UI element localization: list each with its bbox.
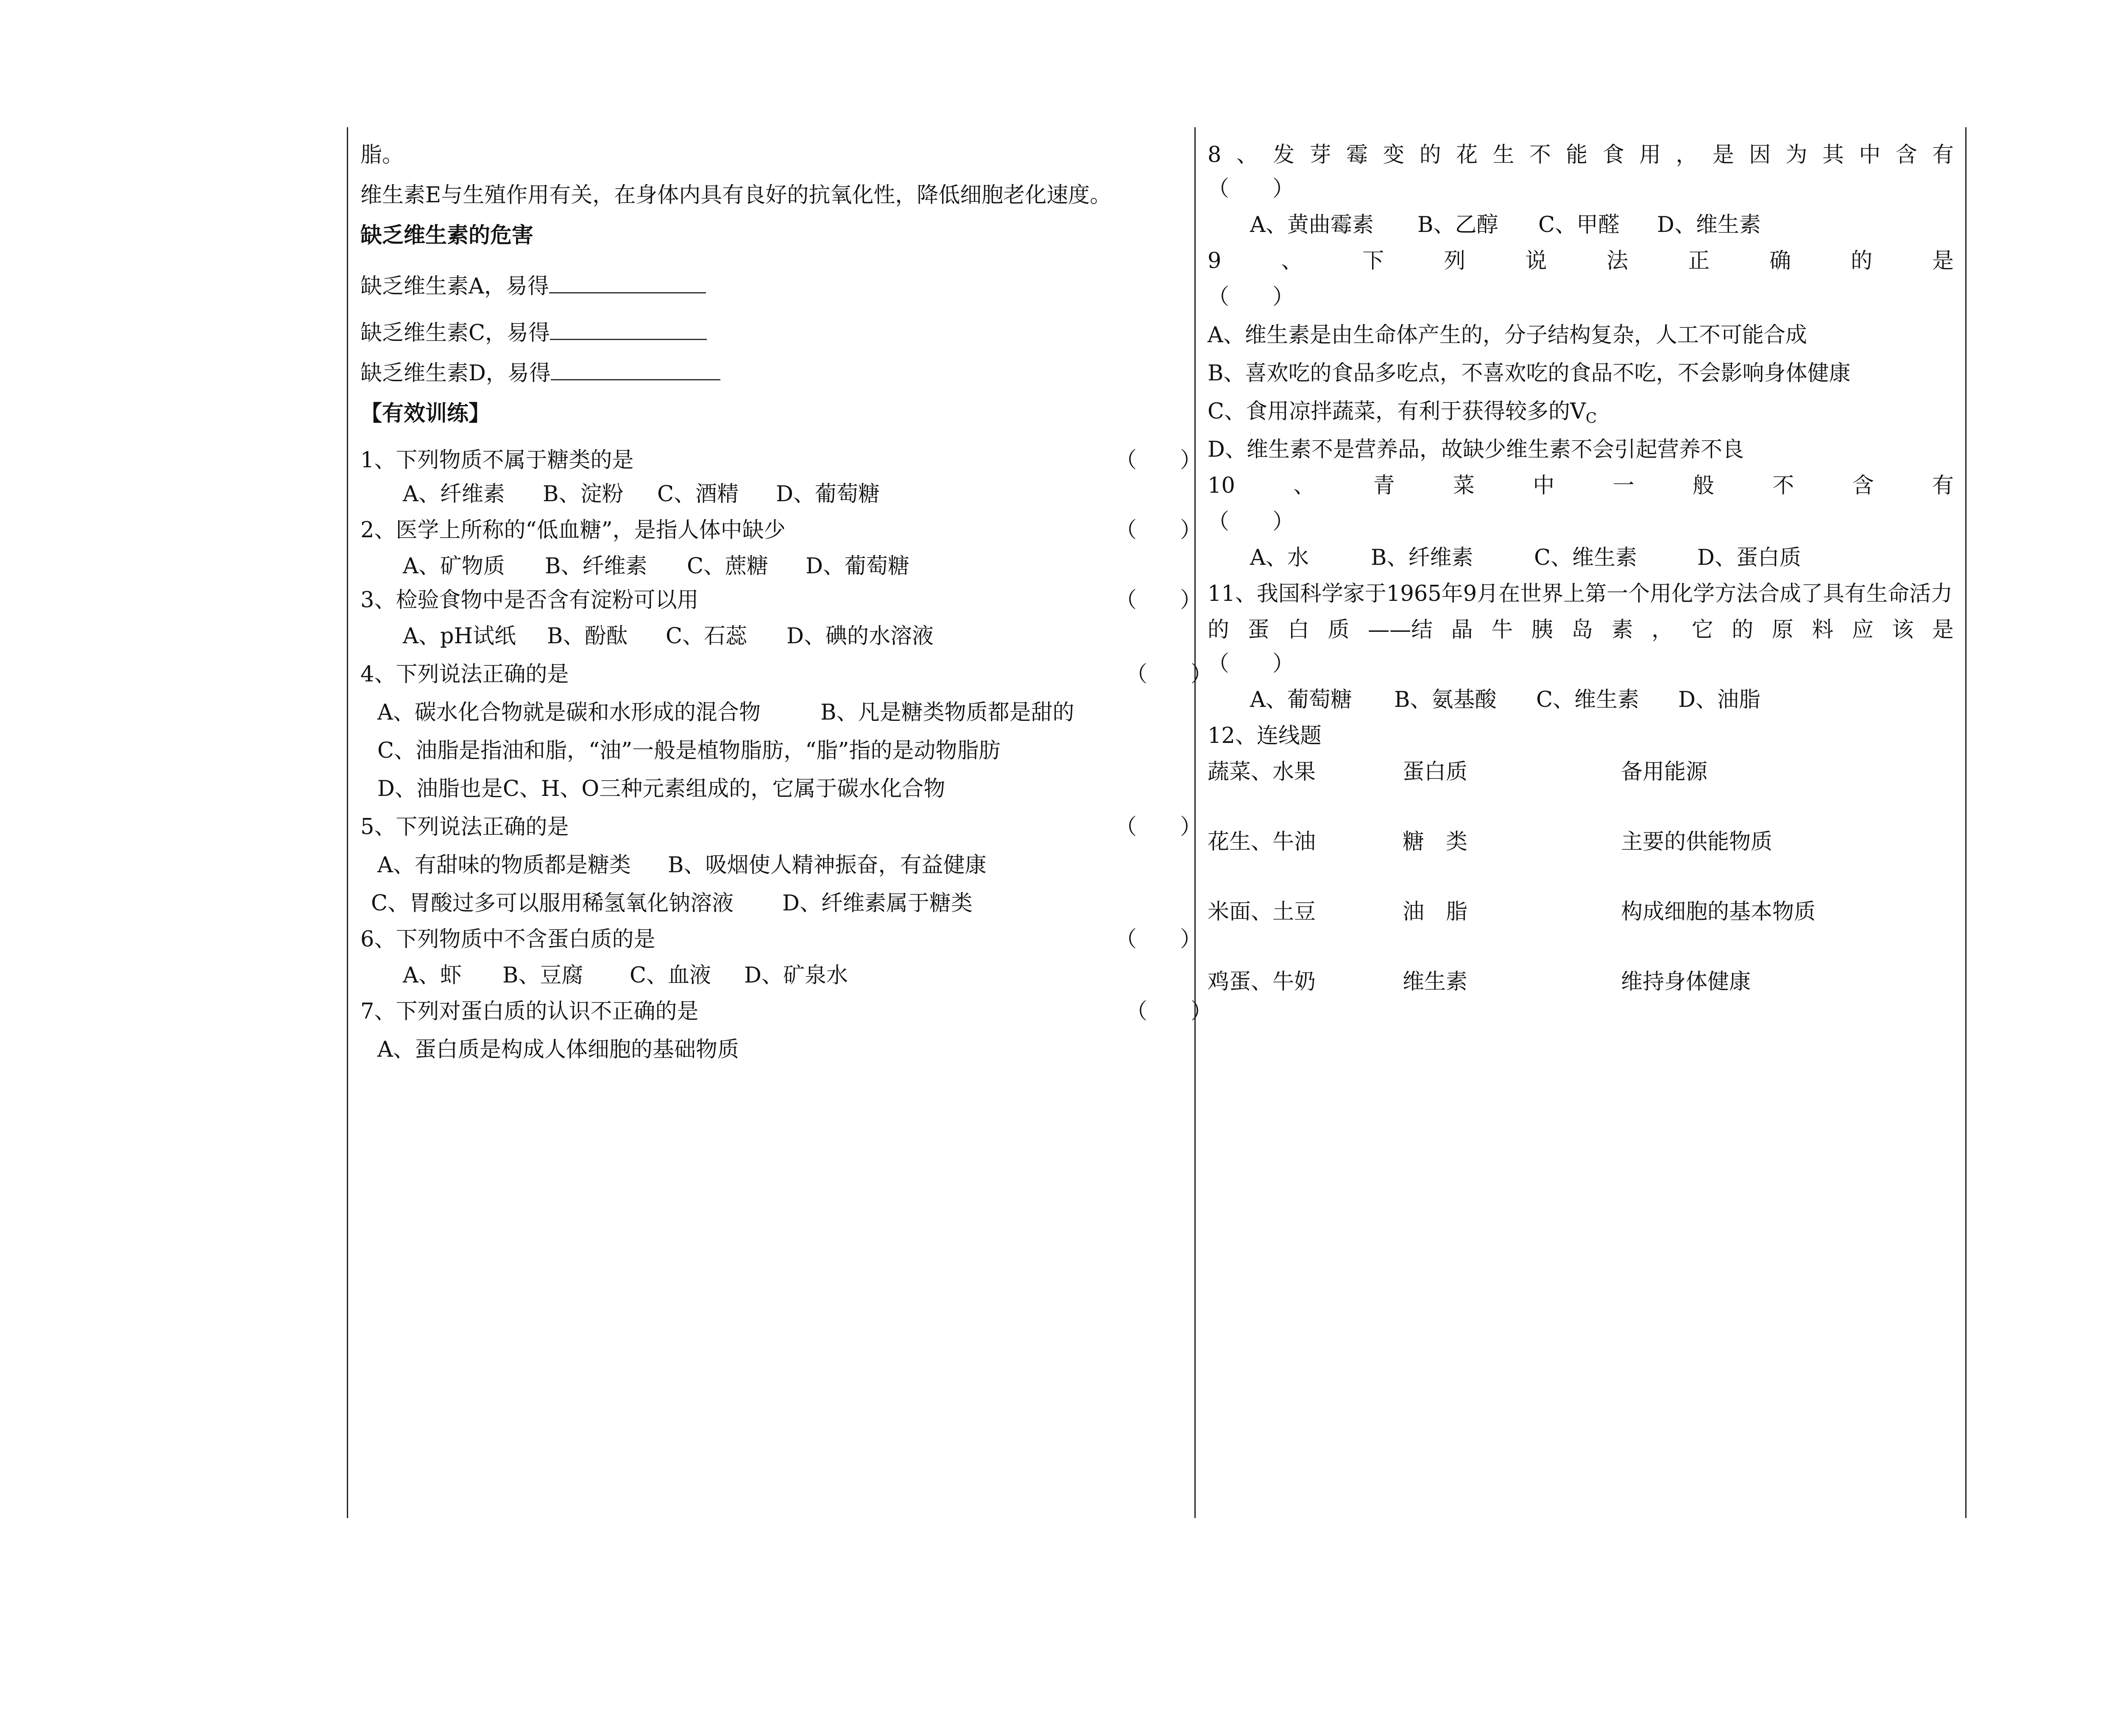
question-12: 12、连线题 bbox=[1208, 723, 1322, 748]
answer-blank[interactable] bbox=[550, 320, 707, 340]
left-margin-rule bbox=[347, 127, 348, 1518]
text-line: 脂。 bbox=[360, 142, 404, 167]
match-food[interactable]: 米面、土豆 bbox=[1208, 899, 1316, 924]
question-3: 3、检验食物中是否含有淀粉可以用 bbox=[360, 588, 699, 613]
practice-heading: 【有效训练】 bbox=[360, 401, 491, 426]
answer-parens: （ ） bbox=[1115, 518, 1202, 543]
question-5-options-ab: A、有甜味的物质都是糖类 B、吸烟使人精神振奋，有益健康 bbox=[377, 853, 987, 878]
match-food[interactable]: 花生、牛油 bbox=[1208, 829, 1316, 854]
question-4-option-c: C、油脂是指油和脂，“油”一般是植物脂肪，“脂”指的是动物脂肪 bbox=[377, 738, 1001, 763]
answer-parens: （ ） bbox=[1208, 285, 1294, 310]
question-7: 7、下列对蛋白质的认识不正确的是 bbox=[360, 999, 699, 1024]
question-9: 9 、 下 列 说 法 正 确 的 是 bbox=[1208, 248, 1954, 274]
question-11-line-2: 的 蛋 白 质 ——结 晶 牛 胰 岛 素 ， 它 的 原 料 应 该 是 bbox=[1208, 617, 1954, 642]
deficiency-c: 缺乏维生素C，易得 bbox=[360, 320, 707, 344]
answer-parens: （ ） bbox=[1115, 448, 1202, 473]
vitamin-e-line: 维生素E与生殖作用有关，在身体内具有良好的抗氧化性，降低细胞老化速度。 bbox=[360, 183, 1112, 208]
answer-blank[interactable] bbox=[549, 274, 706, 293]
answer-parens: （ ） bbox=[1208, 509, 1294, 534]
match-function[interactable]: 维持身体健康 bbox=[1621, 969, 1751, 994]
match-nutrient[interactable]: 蛋白质 bbox=[1403, 759, 1468, 784]
question-2: 2、医学上所称的“低血糖”，是指人体中缺少 bbox=[360, 518, 786, 543]
answer-parens: （ ） bbox=[1115, 588, 1202, 613]
answer-parens: （ ） bbox=[1115, 927, 1202, 952]
answer-parens: （ ） bbox=[1126, 999, 1213, 1024]
question-11-options: A、葡萄糖 B、氨基酸 C、维生素 D、油脂 bbox=[1250, 687, 1760, 712]
question-9-option-b: B、喜欢吃的食品多吃点，不喜欢吃的食品不吃，不会影响身体健康 bbox=[1208, 361, 1851, 386]
match-nutrient[interactable]: 糖 类 bbox=[1403, 829, 1468, 854]
deficiency-d: 缺乏维生素D，易得 bbox=[360, 360, 720, 384]
match-food[interactable]: 鸡蛋、牛奶 bbox=[1208, 969, 1316, 994]
answer-parens: （ ） bbox=[1115, 815, 1202, 840]
question-3-options: A、pH试纸 B、酚酞 C、石蕊 D、碘的水溶液 bbox=[403, 624, 934, 649]
question-4: 4、下列说法正确的是 bbox=[360, 662, 569, 687]
deficiency-a: 缺乏维生素A，易得 bbox=[360, 274, 706, 297]
answer-blank[interactable] bbox=[551, 360, 720, 380]
question-2-options: A、矿物质 B、纤维素 C、蔗糖 D、葡萄糖 bbox=[403, 554, 909, 579]
question-6-options: A、虾 B、豆腐 C、血液 D、矿泉水 bbox=[403, 963, 848, 988]
match-function[interactable]: 主要的供能物质 bbox=[1621, 829, 1773, 854]
answer-parens: （ ） bbox=[1126, 662, 1213, 687]
question-7-option-a: A、蛋白质是构成人体细胞的基础物质 bbox=[377, 1037, 739, 1062]
question-1: 1、下列物质不属于糖类的是 bbox=[360, 448, 634, 473]
match-nutrient[interactable]: 维生素 bbox=[1403, 969, 1468, 994]
match-function[interactable]: 构成细胞的基本物质 bbox=[1621, 899, 1816, 924]
question-5: 5、下列说法正确的是 bbox=[360, 815, 569, 840]
answer-parens: （ ） bbox=[1208, 651, 1294, 676]
left-column bbox=[360, 127, 1213, 1518]
match-food[interactable]: 蔬菜、水果 bbox=[1208, 759, 1316, 784]
question-4-options-ab: A、碳水化合物就是碳和水形成的混合物 B、凡是糖类物质都是甜的 bbox=[377, 700, 1074, 725]
answer-parens: （ ） bbox=[1208, 176, 1294, 201]
right-margin-rule bbox=[1965, 127, 1967, 1518]
right-column bbox=[1208, 127, 1954, 1518]
question-4-option-d: D、油脂也是C、H、O三种元素组成的，它属于碳水化合物 bbox=[377, 776, 946, 801]
match-nutrient[interactable]: 油 脂 bbox=[1403, 899, 1468, 924]
question-9-option-a: A、维生素是由生命体产生的，分子结构复杂，人工不可能合成 bbox=[1208, 323, 1807, 348]
question-10-options: A、水 B、纤维素 C、维生素 D、蛋白质 bbox=[1250, 545, 1801, 570]
question-10: 10 、 青 菜 中 一 般 不 含 有 bbox=[1208, 473, 1954, 498]
question-6: 6、下列物质中不含蛋白质的是 bbox=[360, 927, 656, 952]
match-function[interactable]: 备用能源 bbox=[1621, 759, 1708, 784]
question-11-line-1: 11、我国科学家于1965年9月在世界上第一个用化学方法合成了具有生命活力 bbox=[1208, 581, 1953, 606]
question-5-options-cd: C、胃酸过多可以服用稀氢氧化钠溶液 D、纤维素属于糖类 bbox=[371, 891, 973, 916]
question-9-option-c: C、食用凉拌蔬菜，有利于获得较多的$V_C$ bbox=[1208, 399, 1597, 427]
question-8: 8 、 发 芽 霉 变 的 花 生 不 能 食 用 ， 是 因 为 其 中 含 有 bbox=[1208, 142, 1954, 167]
question-1-options: A、纤维素 B、淀粉 C、酒精 D、葡萄糖 bbox=[403, 482, 880, 507]
question-9-option-d: D、维生素不是营养品，故缺少维生素不会引起营养不良 bbox=[1208, 437, 1744, 462]
section-heading: 缺乏维生素的危害 bbox=[360, 223, 534, 248]
question-8-options: A、黄曲霉素 B、乙醇 C、甲醛 D、维生素 bbox=[1250, 212, 1761, 237]
